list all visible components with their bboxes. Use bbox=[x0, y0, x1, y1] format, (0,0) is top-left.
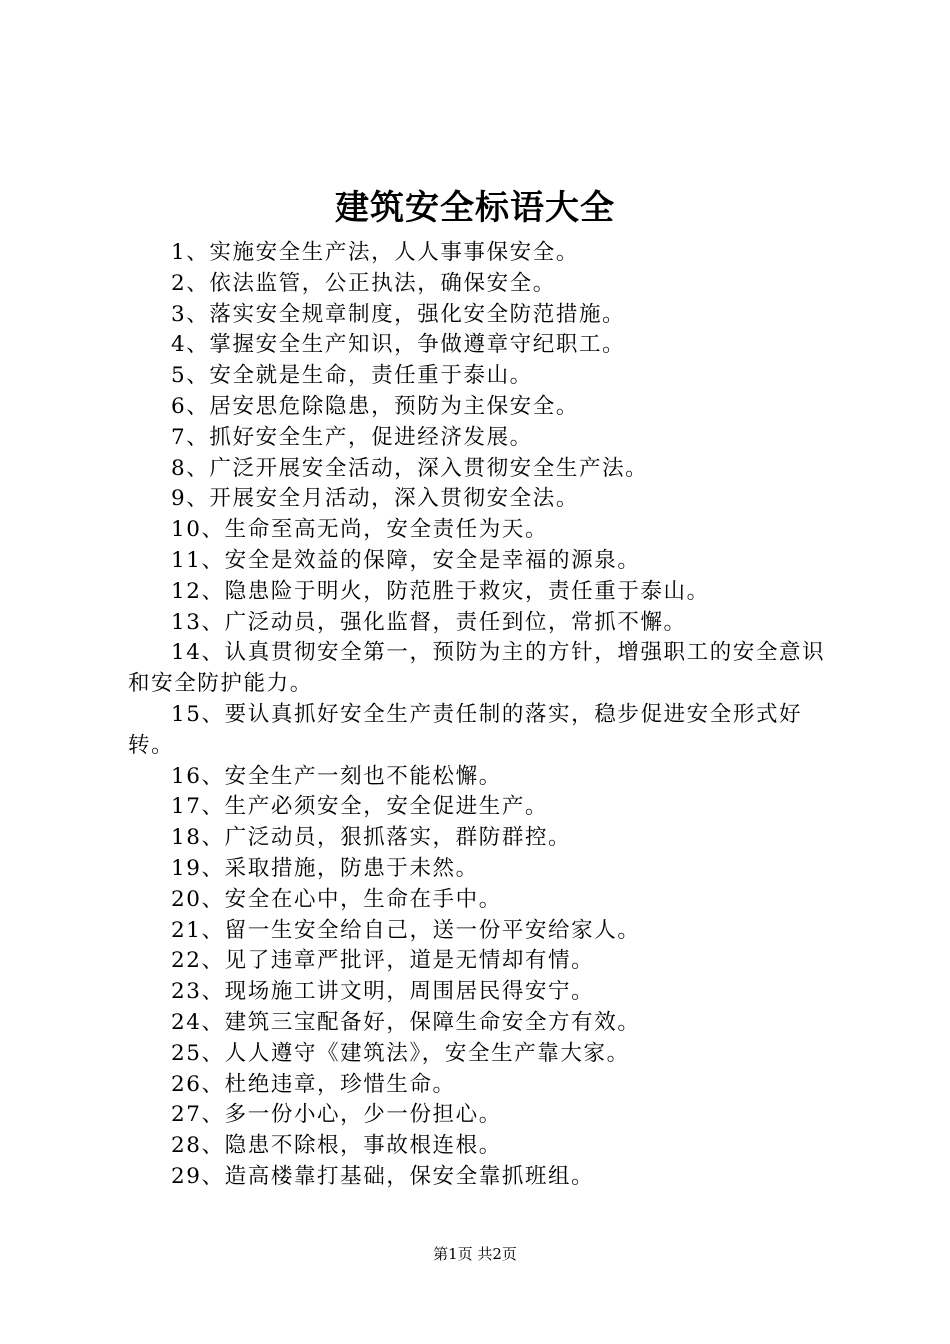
list-item: 29、造高楼靠打基础，保安全靠抓班组。 bbox=[171, 1163, 595, 1189]
list-item: 24、建筑三宝配备好，保障生命安全方有效。 bbox=[171, 1009, 641, 1035]
list-item: 13、广泛动员，强化监督，责任到位，常抓不懈。 bbox=[171, 609, 687, 635]
list-item: 21、留一生安全给自己，送一份平安给家人。 bbox=[171, 917, 641, 943]
list-item: 7、抓好安全生产，促进经济发展。 bbox=[171, 424, 533, 450]
list-item: 16、安全生产一刻也不能松懈。 bbox=[171, 763, 502, 789]
list-item: 22、见了违章严批评，道是无情却有情。 bbox=[171, 948, 595, 974]
list-item: 25、人人遵守《建筑法》，安全生产靠大家。 bbox=[171, 1040, 630, 1066]
list-item: 19、采取措施，防患于未然。 bbox=[171, 855, 479, 881]
list-item: 28、隐患不除根，事故根连根。 bbox=[171, 1133, 502, 1159]
list-item: 20、安全在心中，生命在手中。 bbox=[171, 886, 502, 912]
document-title: 建筑安全标语大全 bbox=[335, 188, 615, 228]
list-item: 8、广泛开展安全活动，深入贯彻安全生产法。 bbox=[171, 455, 649, 481]
list-item: 2、依法监管，公正执法，确保安全。 bbox=[171, 270, 556, 296]
list-item: 10、生命至高无尚，安全责任为天。 bbox=[171, 517, 549, 543]
list-item: 3、落实安全规章制度，强化安全防范措施。 bbox=[171, 301, 626, 327]
list-item: 18、广泛动员，狠抓落实，群防群控。 bbox=[171, 825, 572, 851]
list-item: 4、掌握安全生产知识，争做遵章守纪职工。 bbox=[171, 332, 626, 358]
list-item: 9、开展安全月活动，深入贯彻安全法。 bbox=[171, 486, 579, 512]
page-number-footer: 第1页 共2页 bbox=[433, 1245, 517, 1263]
list-item: 14、认真贯彻安全第一，预防为主的方针，增强职工的安全意识和安全防护能力。 bbox=[128, 640, 826, 697]
slogan-list bbox=[128, 238, 834, 1193]
list-item: 11、安全是效益的保障，安全是幸福的源泉。 bbox=[171, 547, 641, 573]
list-item: 17、生产必须安全，安全促进生产。 bbox=[171, 794, 549, 820]
list-item: 12、隐患险于明火，防范胜于救灾，责任重于泰山。 bbox=[171, 578, 710, 604]
list-item: 15、要认真抓好安全生产责任制的落实，稳步促进安全形式好转。 bbox=[128, 701, 803, 758]
list-item: 1、实施安全生产法，人人事事保安全。 bbox=[171, 240, 579, 265]
list-item: 23、现场施工讲文明，周围居民得安宁。 bbox=[171, 979, 595, 1005]
list-item: 27、多一份小心，少一份担心。 bbox=[171, 1102, 502, 1128]
list-item: 5、安全就是生命，责任重于泰山。 bbox=[171, 363, 533, 389]
list-item: 6、居安思危除隐患，预防为主保安全。 bbox=[171, 393, 579, 419]
list-item: 26、杜绝违章，珍惜生命。 bbox=[171, 1071, 456, 1097]
